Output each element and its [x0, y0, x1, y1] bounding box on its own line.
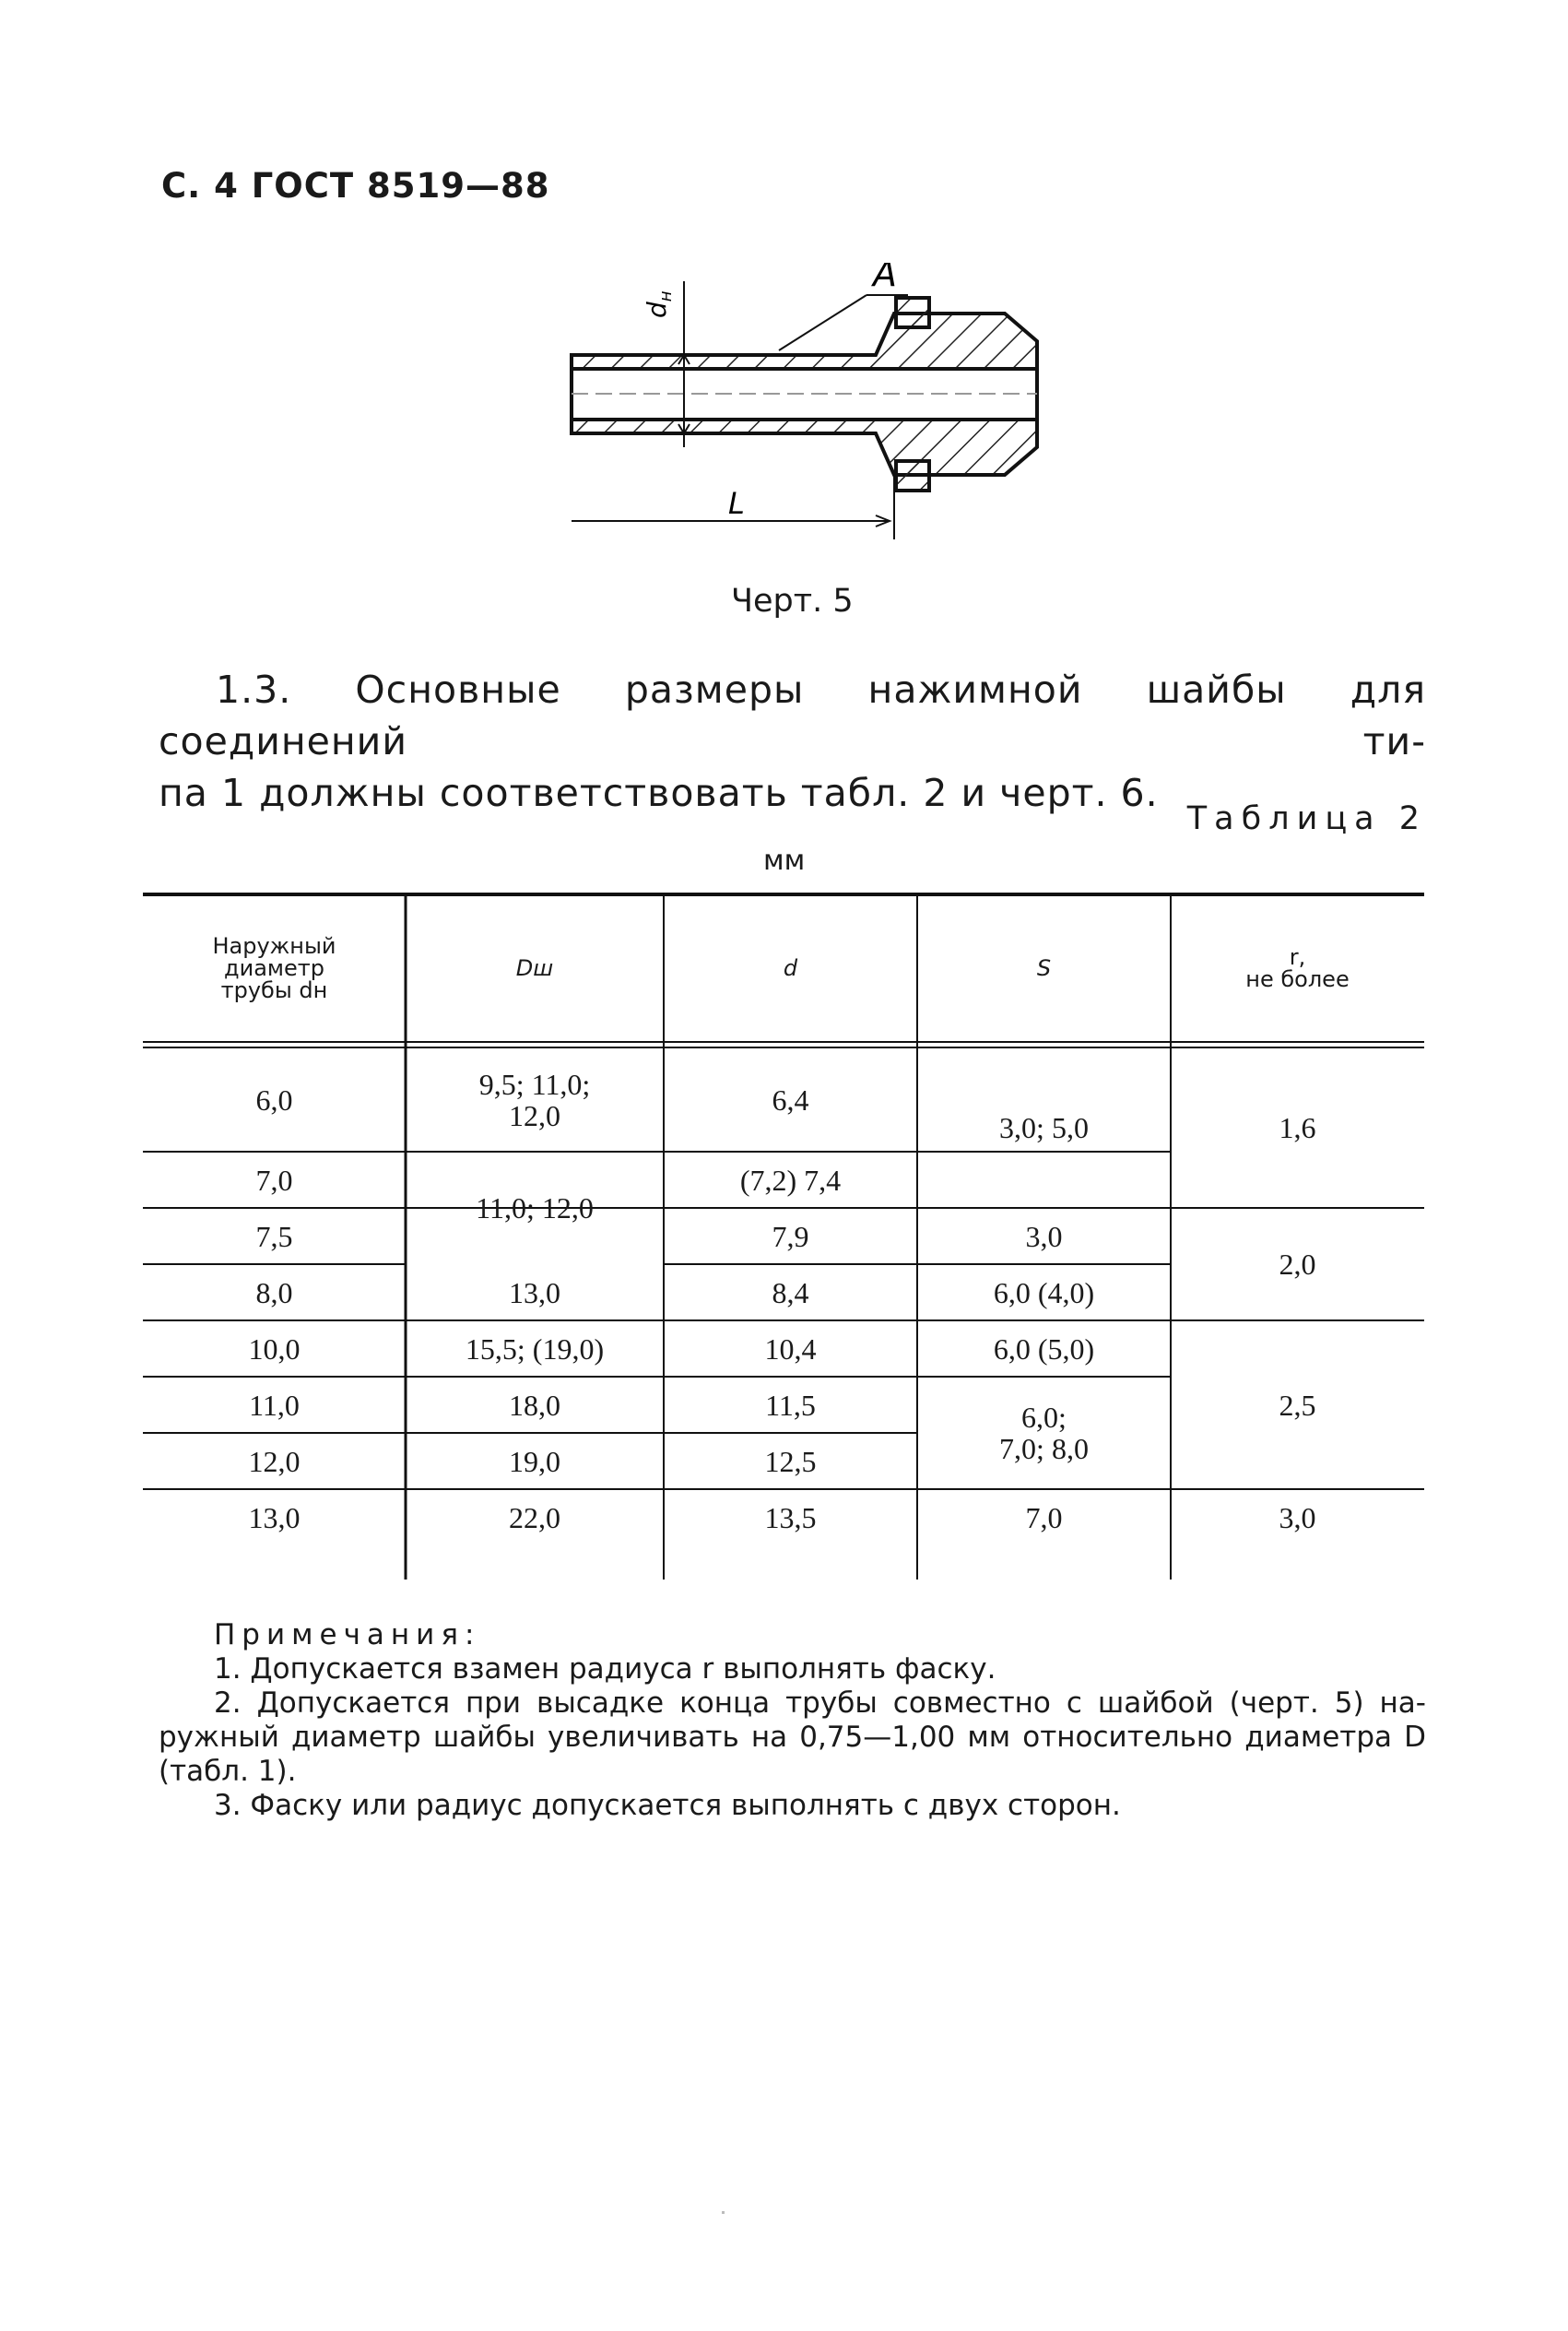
note-item: (табл. 1).	[159, 1755, 297, 1788]
section-a-label: А	[873, 263, 897, 294]
table-cell: 2,5	[1279, 1388, 1316, 1422]
table-cell: (7,2) 7,4	[739, 1163, 842, 1197]
table-cell: 3,0	[1025, 1219, 1063, 1253]
note-item: 2. Допускается при высадке конца трубы совместно с шайбой (черт. 5) на-	[214, 1686, 1426, 1720]
table-cell: 10,0	[248, 1331, 301, 1366]
table-cell: 3,0; 5,0	[999, 1111, 1089, 1144]
paragraph-line-1: 1.3. Основные размеры нажимной шайбы для соединений ти-	[159, 668, 1426, 763]
note-item: 3. Фаску или радиус допускается выполнять с двух сторон.	[214, 1789, 1121, 1822]
paragraph-line-2: па 1 должны соответствовать табл. 2 и черт. 6.	[159, 771, 1159, 815]
table-cell: 6,0	[255, 1083, 293, 1117]
table-cell: 13,0	[248, 1500, 301, 1534]
table-cell: 12,0	[248, 1444, 301, 1478]
dimensions-table	[143, 883, 1424, 1584]
header-thickness: S	[1036, 955, 1052, 981]
table-cell: 7,9	[772, 1219, 809, 1253]
table-cell: 9,5; 11,0; 12,0	[478, 1067, 591, 1132]
table-cell: 11,0; 12,0	[476, 1191, 594, 1225]
table-cell: 13,0	[509, 1275, 560, 1309]
notes-section	[159, 1618, 1426, 1823]
page-header: С. 4 ГОСТ 8519—88	[161, 166, 550, 206]
table-unit: мм	[763, 845, 806, 877]
table-cell: 18,0	[509, 1388, 560, 1422]
table-cell: 11,5	[765, 1388, 816, 1422]
section-paragraph	[159, 664, 1426, 819]
note-item: ружный диаметр шайбы увеличивать на 0,75—1,00 мм относительно диаметра D	[159, 1721, 1426, 1754]
table-cell: 6,4	[772, 1083, 809, 1117]
header-outer-diameter: Наружный диаметр трубы dн	[212, 933, 336, 1003]
scan-speck	[722, 2211, 725, 2214]
figure-caption: Черт. 5	[731, 583, 854, 620]
table-cell: 6,0 (4,0)	[993, 1275, 1095, 1309]
table-cell: 8,4	[772, 1275, 809, 1309]
note-item: 1. Допускается взамен радиуса r выполнять фаску.	[214, 1652, 996, 1686]
table-cell: 22,0	[509, 1500, 560, 1534]
table-cell: 2,0	[1279, 1248, 1316, 1281]
technical-drawing	[544, 263, 1060, 558]
table-cell: 10,4	[764, 1331, 817, 1366]
table-label: Таблица 2	[1186, 800, 1427, 837]
table-cell: 19,0	[509, 1444, 560, 1478]
table-cell: 12,5	[764, 1444, 817, 1478]
dn-label: d	[642, 302, 672, 318]
length-label: L	[728, 486, 745, 521]
table-cell: 11,0	[249, 1388, 300, 1422]
notes-title: Примечания:	[214, 1618, 481, 1651]
header-washer-diameter: Dш	[515, 955, 554, 981]
header-inner-diameter: d	[783, 955, 798, 981]
table-cell: 7,0	[1025, 1500, 1063, 1534]
svg-text:dн: $d_н$	[642, 290, 676, 318]
table-cell: 6,0; 7,0; 8,0	[999, 1401, 1089, 1465]
table-cell: 3,0	[1279, 1500, 1316, 1534]
header-radius: r, не более	[1245, 944, 1350, 992]
table-cell: 8,0	[255, 1275, 293, 1309]
table-cell: 15,5; (19,0)	[465, 1331, 605, 1366]
table-cell: 6,0 (5,0)	[993, 1331, 1095, 1366]
table-cell: 7,0	[255, 1163, 293, 1197]
table-cell: 7,5	[255, 1219, 293, 1253]
table-cell: 1,6	[1279, 1111, 1316, 1144]
table-cell: 13,5	[764, 1500, 817, 1534]
